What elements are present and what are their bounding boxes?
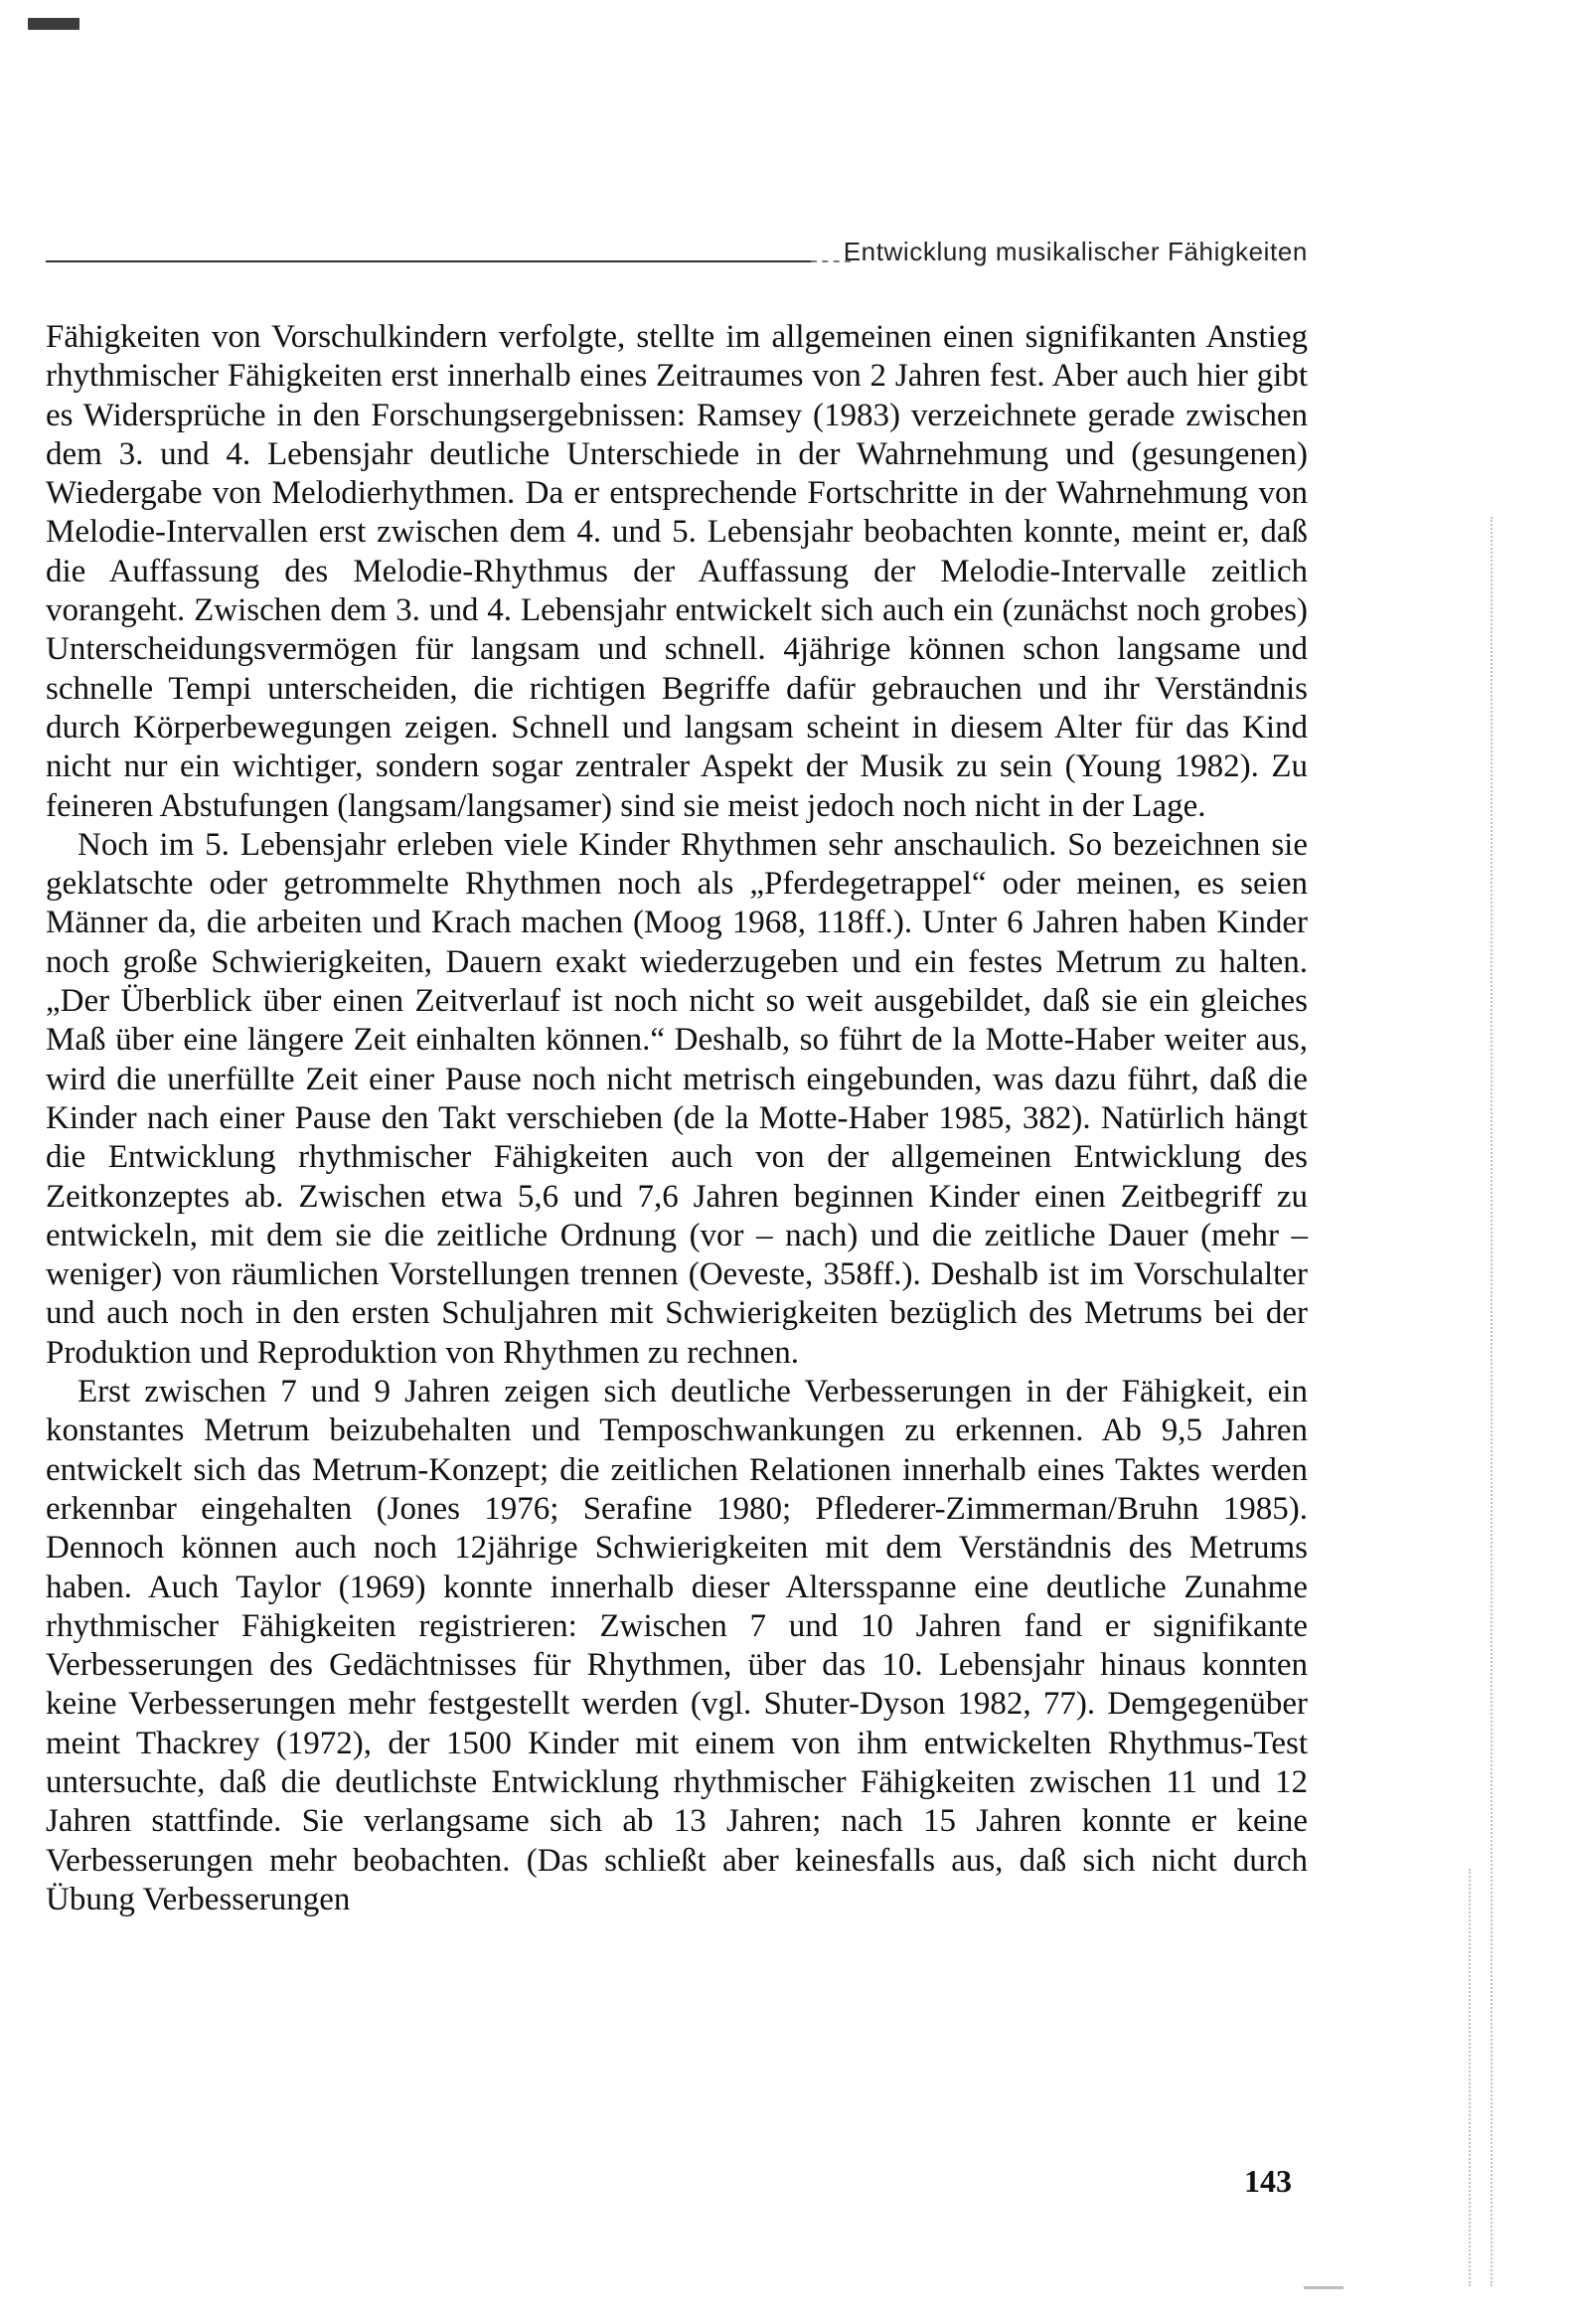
binding-edge-shadow xyxy=(1491,517,1493,2286)
running-header xyxy=(46,237,1308,276)
binding-edge-shadow-secondary xyxy=(1469,1869,1471,2286)
header-rule xyxy=(46,260,811,262)
scan-speck xyxy=(1304,2286,1343,2289)
scan-corner-mark xyxy=(28,18,79,30)
main-text xyxy=(46,318,1308,1919)
running-title: Entwicklung musikalischer Fähigkeiten xyxy=(843,237,1308,266)
paragraph-2: Noch im 5. Lebensjahr erleben viele Kinder Rhythmen sehr anschaulich. So bezeichnen sie geklatschte oder getrommelte Rhythmen noch als „Pferdegetrappel“ oder meinen, es seien Männer da, die arbeiten und Krach machen (Moog 1968, 118ff.). Unter 6 Jahren haben Kinder noch große Schwierigkeiten, Dauern exakt wiederzugeben und ein festes Metrum zu halten. „Der Überblick über einen Zeitverlauf ist noch nicht so weit ausgebildet, daß sie ein gleiches Maß über eine längere Zeit einhalten können.“ Deshalb, so führt de la Motte-Haber weiter aus, wird die unerfüllte Zeit einer Pause noch nicht metrisch eingebunden, was dazu führt, daß die Kinder nach einer Pause den Takt verschieben (de la Motte-Haber 1985, 382). Natürlich hängt die Entwicklung rhythmischer Fähigkeiten auch von der allgemeinen Entwicklung des Zeitkonzeptes ab. Zwischen etwa 5,6 und 7,6 Jahren beginnen Kinder einen Zeitbegriff zu entwickeln, mit dem sie die zeitliche Ordnung (vor – nach) und die zeitliche Dauer (mehr – weniger) von räumlichen Vorstellungen trennen (Oeveste, 358ff.). Deshalb ist im Vorschulalter und auch noch in den ersten Schuljahren mit Schwierigkeiten bezüglich des Metrums bei der Produktion und Reproduktion von Rhythmen zu rechnen. xyxy=(46,826,1308,1371)
paragraph-1: Fähigkeiten von Vorschulkindern verfolgte, stellte im allgemeinen einen signifikanten Anstieg rhythmischer Fähigkeiten erst innerhalb eines Zeitraumes von 2 Jahren fest. Aber auch hier gibt es Widersprüche in den Forschungsergebnissen: Ramsey (1983) verzeichnete gerade zwischen dem 3. und 4. Lebensjahr deutliche Unterschiede in der Wahrnehmung und (gesungenen) Wiedergabe von Melodierhythmen. Da er entsprechende Fortschritte in der Wahrnehmung von Melodie-Intervallen erst zwischen dem 4. und 5. Lebensjahr beobachten konnte, meint er, daß die Auffassung des Melodie-Rhythmus der Auffassung der Melodie-Intervalle zeitlich vorangeht. Zwischen dem 3. und 4. Lebensjahr entwickelt sich auch ein (zunächst noch grobes) Unterscheidungsvermögen für langsam und schnell. 4jährige können schon langsame und schnelle Tempi unterscheiden, die richtigen Begriffe dafür gebrauchen und ihr Verständnis durch Körperbewegungen zeigen. Schnell und langsam scheint in diesem Alter für das Kind nicht nur ein wichtiger, sondern sogar zentraler Aspekt der Musik zu sein (Young 1982). Zu feineren Abstufungen (langsam/langsamer) sind sie meist jedoch noch nicht in der Lage. xyxy=(46,319,1308,824)
paragraph-3: Erst zwischen 7 und 9 Jahren zeigen sich deutliche Verbesserungen in der Fähigkeit, ein konstantes Metrum beizubehalten und Temposchwankungen zu erkennen. Ab 9,5 Jahren entwickelt sich das Metrum-Konzept; die zeitlichen Relationen innerhalb eines Taktes werden erkennbar eingehalten (Jones 1976; Serafine 1980; Pflederer-Zimmerman/Bruhn 1985). Dennoch können auch noch 12jährige Schwierigkeiten mit dem Verständnis des Metrums haben. Auch Taylor (1969) konnte innerhalb dieser Altersspanne eine deutliche Zunahme rhythmischer Fähigkeiten registrieren: Zwischen 7 und 10 Jahren fand er signifikante Verbesserungen des Gedächtnisses für Rhythmen, über das 10. Lebensjahr hinaus konnten keine Verbesserungen mehr festgestellt werden (vgl. Shuter-Dyson 1982, 77). Demgegenüber meint Thackrey (1972), der 1500 Kinder mit einem von ihm entwickelten Rhythmus-Test untersuchte, daß die deutlichste Entwicklung rhythmischer Fähigkeiten zwischen 11 und 12 Jahren stattfinde. Sie verlangsame sich ab 13 Jahren; nach 15 Jahren konnte er keine Verbesserungen mehr beobachten. (Das schließt aber keinesfalls aus, daß sich nicht durch Übung Verbesserungen xyxy=(46,1374,1308,1917)
page-number: 143 xyxy=(1244,2163,1292,2199)
